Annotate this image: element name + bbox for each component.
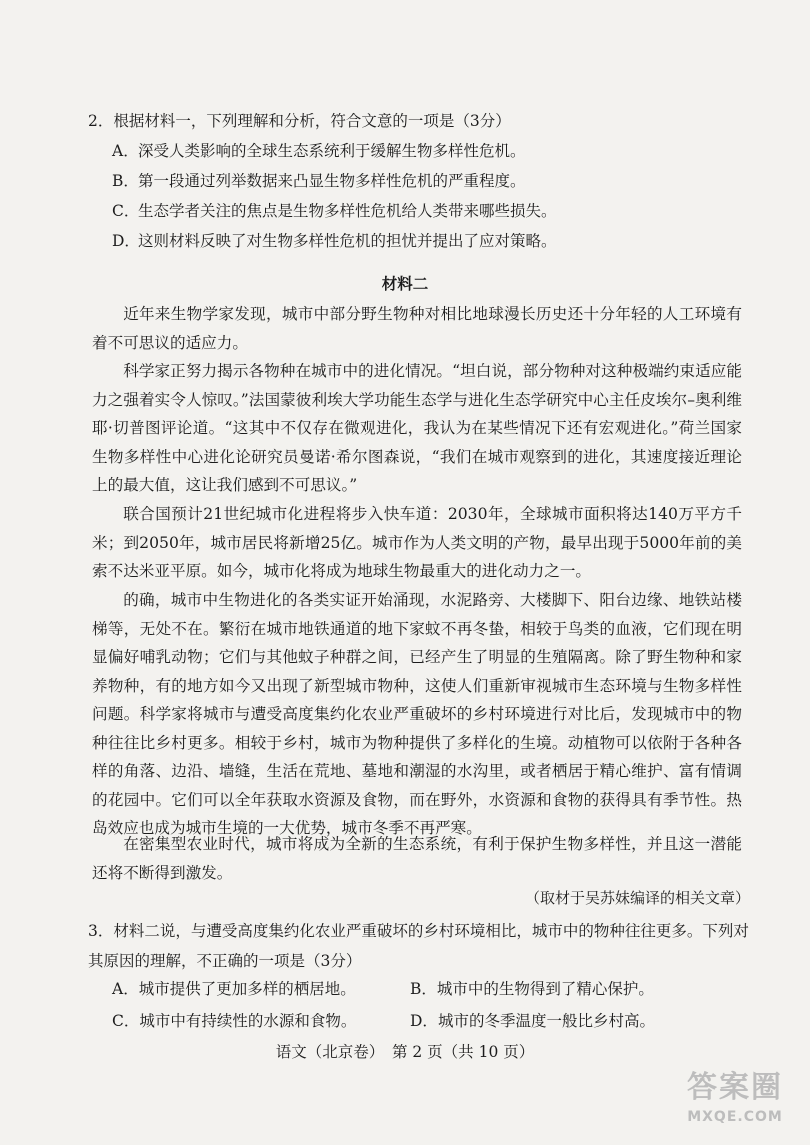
option-text: 第一段通过列举数据来凸显生物多样性危机的严重程度。: [138, 172, 526, 190]
option-letter: D．: [112, 232, 140, 250]
question-3-option-b: [410, 974, 708, 1004]
option-letter: C．: [112, 202, 140, 220]
question-3-option-c: [112, 1006, 410, 1036]
options-row: [112, 1006, 732, 1036]
material-2-paragraph-3: 联合国预计21世纪城市化进程将步入快车道：2030年，全球城市面积将达140万平方千米；到2050年，城市居民将新增25亿。城市作为人类文明的产物，最早出现于5000年前的美索不达米亚平原。如今，城市化将成为地球生物最重大的进化动力之一。: [92, 505, 742, 580]
option-text: 城市提供了更加多样的栖居地。: [138, 980, 356, 998]
question-2-option-d: [112, 226, 762, 256]
option-letter: A．: [112, 142, 139, 160]
option-letter: B．: [112, 172, 139, 190]
option-text: 生态学者关注的焦点是生物多样性危机给人类带来哪些损失。: [138, 202, 557, 220]
watermark-logo: [670, 1069, 800, 1137]
question-3-options: [112, 974, 732, 1036]
option-letter: C．: [112, 1012, 140, 1030]
material-2-paragraph-2: 科学家正努力揭示各物种在城市中的进化情况。“坦白说，部分物种对这种极端约束适应能力之强着实令人惊叹。”法国蒙彼利埃大学功能生态学与进化生态学研究中心主任皮埃尔–奥利维耶·切普图评论道。“这其中不仅存在微观进化，我认为在某些情况下还有宏观进化。”荷兰国家生物多样性中心进化论研究员曼诺·希尔图森说，“我们在城市观察到的进化，其速度接近理论上的最大值，这让我们感到不可思议。”: [92, 362, 742, 494]
option-letter: B．: [410, 980, 437, 998]
question-3-option-a: [112, 974, 410, 1004]
material-2-heading: 材料二: [381, 274, 429, 293]
question-2-stem: 2．根据材料一，下列理解和分析，符合文意的一项是（3分）: [88, 112, 511, 130]
option-text: 城市中的生物得到了精心保护。: [436, 980, 654, 998]
question-2-option-a: [112, 136, 762, 166]
question-2-option-c: [112, 196, 762, 226]
question-3-stem: 3．材料二说，与遭受高度集约化农业严重破坏的乡村环境相比，城市中的物种往往更多。下列对其原因的理解，不正确的一项是（3分）: [88, 922, 749, 970]
material-2-paragraph-5: 在密集型农业时代，城市将成为全新的生态系统，有利于保护生物多样性，并且这一潜能还将不断得到激发。: [92, 835, 742, 882]
option-text: 城市中有持续性的水源和食物。: [139, 1012, 357, 1030]
watermark-url: MXQE.COM: [687, 1109, 783, 1125]
option-text: 深受人类影响的全球生态系统利于缓解生物多样性危机。: [138, 142, 526, 160]
material-2-paragraph-4: 的确，城市中生物进化的各类实证开始涌现，水泥路旁、大楼脚下、阳台边缘、地铁站楼梯等，无处不在。繁衍在城市地铁通道的地下家蚊不再冬蛰，相较于鸟类的血液，它们现在明显偏好哺乳动物；它们与其他蚊子种群之间，已经产生了明显的生殖隔离。除了野生物种和家养物种，有的地方如今又出现了新型城市物种，这使人们重新审视城市生态环境与生物多样性问题。科学家将城市与遭受高度集约化农业严重破坏的乡村环境进行对比后，发现城市中的物种往往比乡村更多。相较于乡村，城市为物种提供了多样化的生境。动植物可以依附于各种各样的角落、边沿、墙缝，生活在荒地、墓地和潮湿的水沟里，或者栖居于精心维护、富有情调的花园中。它们可以全年获取水资源及食物，而在野外，水资源和食物的获得具有季节性。热岛效应也成为城市生境的一大优势，城市冬季不再严寒。: [92, 591, 742, 837]
question-3-option-d: [410, 1006, 708, 1036]
page-footer: 语文（北京卷） 第 2 页（共 10 页）: [275, 1043, 535, 1061]
options-row: [112, 974, 732, 1004]
option-text: 城市的冬季温度一般比乡村高。: [437, 1012, 655, 1030]
source-note: （取材于吴苏妹编译的相关文章）: [524, 889, 750, 907]
material-2-paragraph-1: 近年来生物学家发现，城市中部分野生物种对相比地球漫长历史还十分年轻的人工环境有着不可思议的适应力。: [92, 305, 742, 352]
watermark-text: 答案圈: [687, 1070, 783, 1105]
option-text: 这则材料反映了对生物多样性危机的担忧并提出了应对策略。: [138, 232, 557, 250]
option-letter: A．: [112, 980, 139, 998]
option-letter: D．: [410, 1012, 438, 1030]
question-2-option-b: [112, 166, 762, 196]
